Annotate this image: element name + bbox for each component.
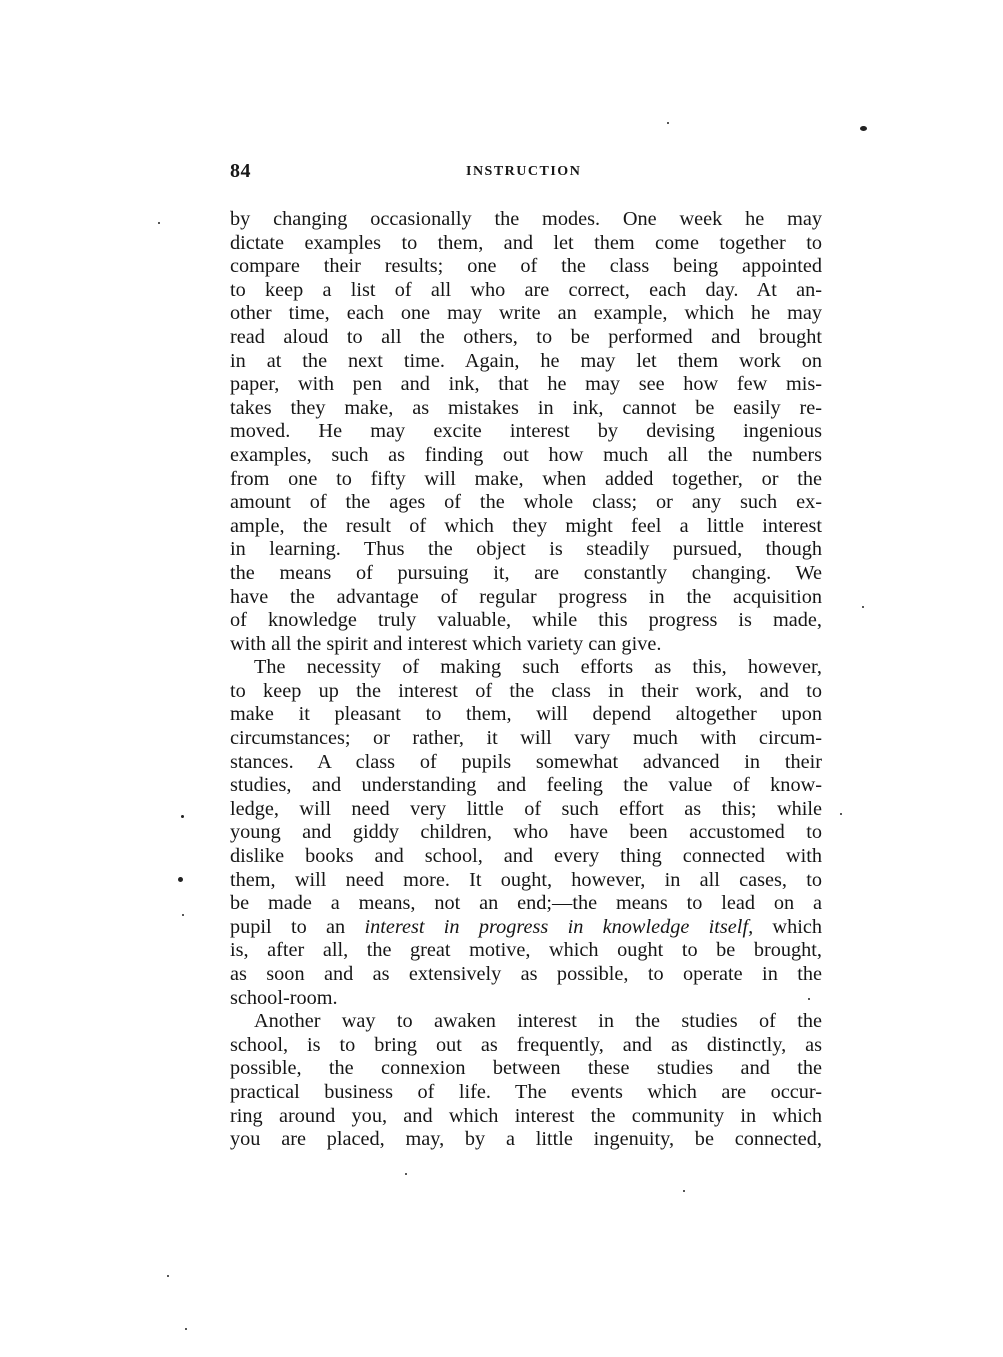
text-line: ring around you, and which interest the community in which [230,1104,822,1127]
page-header [230,160,822,188]
scan-speck [182,914,184,916]
text-line: have the advantage of regular progress in the acquisition [230,585,822,608]
italic-phrase: interest in progress in knowledge itself, [364,915,754,938]
text-line: moved. He may excite interest by devising ingenious [230,420,822,443]
text-line: dislike books and school, and every thing connected with [230,845,822,868]
text-line: stances. A class of pupils somewhat advanced in their [230,750,822,773]
text-line: of knowledge truly valuable, while this progress is made, [230,609,822,632]
text-line: you are placed, may, by a little ingenuity, be connected, [230,1128,822,1151]
text-line: the means of pursuing it, are constantly changing. We [230,561,822,584]
text-line: dictate examples to them, and let them come together to [230,231,822,254]
text-line: young and giddy children, who have been accustomed to [230,821,822,844]
scan-speck [683,1190,685,1192]
text-line: with all the spirit and interest which variety can give. [230,632,662,655]
text-line: them, will need more. It ought, however, in all cases, to [230,868,822,891]
scan-speck [808,998,810,1000]
scan-speck [158,222,160,224]
text-line: ample, the result of which they might feel a little interest [230,514,822,537]
text-line: amount of the ages of the whole class; or any such ex- [230,491,822,514]
text-line: is, after all, the great motive, which ought to be brought, [230,939,822,962]
text-line: in learning. Thus the object is steadily pursued, though [230,538,822,561]
scan-speck [667,122,669,124]
scan-speck [167,1275,169,1277]
text-line: read aloud to all the others, to be performed and brought [230,325,822,348]
text-line: Another way to awaken interest in the studies of the [254,1010,822,1033]
scan-speck [405,1173,407,1175]
text-line: make it pleasant to them, will depend altogether upon [230,703,822,726]
scan-speck [860,126,867,131]
line-end: which [753,915,822,938]
text-line: The necessity of making such efforts as this, however, [254,656,822,679]
line-start: pupil to an [230,915,365,938]
scan-speck [185,1328,187,1330]
text-line: school, is to bring out as frequently, and as distinctly, as [230,1033,822,1056]
text-line: ledge, will need very little of such effort as this; while [230,797,822,820]
text-line: circumstances; or rather, it will vary much with circum- [230,727,822,750]
text-line: in at the next time. Again, he may let them work on [230,349,822,372]
scan-speck [181,815,184,818]
text-line: takes they make, as mistakes in ink, cannot be easily re- [230,396,822,419]
body-text [230,208,822,1152]
text-line: to keep a list of all who are correct, each day. At an- [230,278,822,301]
running-head: INSTRUCTION [466,164,582,179]
scan-speck [862,606,864,608]
text-line-with-italic [230,916,822,940]
text-line: paper, with pen and ink, that he may see how few mis- [230,373,822,396]
text-line: other time, each one may write an example, which he may [230,302,822,325]
text-line: from one to fifty will make, when added together, or the [230,467,822,490]
text-line: be made a means, not an end;—the means to lead on a [230,892,822,915]
text-line: possible, the connexion between these studies and the [230,1057,822,1080]
text-line: school-room. [230,986,338,1009]
text-line: compare their results; one of the class being appointed [230,255,822,278]
scan-speck [178,877,183,882]
text-line: by changing occasionally the modes. One week he may [230,208,822,230]
scan-speck [840,813,842,815]
text-line: to keep up the interest of the class in their work, and to [230,679,822,702]
text-line: studies, and understanding and feeling the value of know- [230,774,822,797]
text-line: practical business of life. The events which are occur- [230,1080,822,1103]
text-line: examples, such as finding out how much all the numbers [230,443,822,466]
page-number: 84 [230,160,251,182]
text-line: as soon and as extensively as possible, to operate in the [230,963,822,985]
